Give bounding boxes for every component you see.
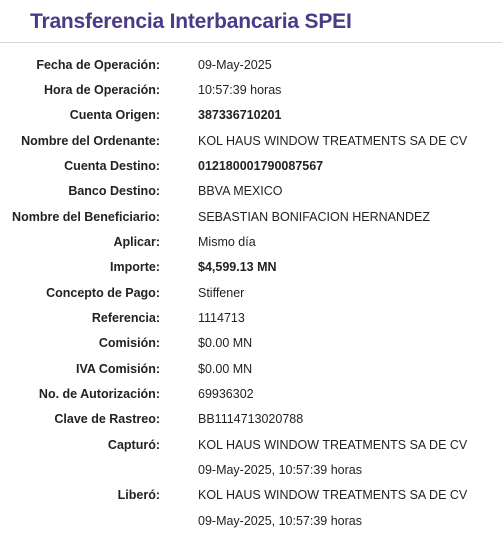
iva-comision-value: $0.00 MN bbox=[198, 362, 253, 376]
referencia-label: Referencia: bbox=[91, 311, 160, 325]
row-hora-operacion bbox=[0, 80, 502, 100]
clave-rastreo-label: Clave de Rastreo: bbox=[54, 412, 160, 426]
referencia-value: 1114713 bbox=[198, 311, 245, 325]
libero-name: KOL HAUS WINDOW TREATMENTS SA DE CV bbox=[198, 488, 468, 502]
cuenta-origen-label: Cuenta Origen: bbox=[69, 108, 160, 122]
row-referencia bbox=[0, 308, 502, 328]
no-autorizacion-label: No. de Autorización: bbox=[38, 387, 160, 401]
fecha-operacion-label: Fecha de Operación: bbox=[36, 58, 160, 72]
row-fecha-operacion bbox=[0, 55, 502, 75]
nombre-beneficiario-value: SEBASTIAN BONIFACION HERNANDEZ bbox=[198, 210, 430, 224]
aplicar-value: Mismo día bbox=[198, 235, 256, 249]
capturo-name: KOL HAUS WINDOW TREATMENTS SA DE CV bbox=[198, 438, 468, 452]
cuenta-destino-value: 012180001790087567 bbox=[198, 159, 324, 173]
row-nombre-ordenante bbox=[0, 131, 502, 151]
cuenta-origen-value: 387336710201 bbox=[198, 108, 282, 122]
nombre-beneficiario-label: Nombre del Beneficiario: bbox=[12, 210, 160, 224]
row-iva-comision bbox=[0, 359, 502, 379]
comision-label: Comisión: bbox=[98, 336, 160, 350]
hora-operacion-value: 10:57:39 horas bbox=[198, 83, 282, 97]
row-no-autorizacion bbox=[0, 384, 502, 404]
row-capturo bbox=[0, 435, 502, 455]
comision-value: $0.00 MN bbox=[198, 336, 253, 350]
row-cuenta-destino bbox=[0, 156, 502, 176]
row-nombre-beneficiario bbox=[0, 207, 502, 227]
row-libero bbox=[0, 485, 502, 505]
row-clave-rastreo bbox=[0, 409, 502, 429]
row-concepto-pago bbox=[0, 283, 502, 303]
libero-label: Liberó: bbox=[117, 488, 160, 502]
banco-destino-label: Banco Destino: bbox=[68, 184, 160, 198]
concepto-pago-label: Concepto de Pago: bbox=[46, 286, 160, 300]
row-aplicar bbox=[0, 232, 502, 252]
hora-operacion-label: Hora de Operación: bbox=[44, 83, 160, 97]
aplicar-label: Aplicar: bbox=[113, 235, 160, 249]
importe-value: $4,599.13 MN bbox=[198, 260, 277, 274]
iva-comision-label: IVA Comisión: bbox=[75, 362, 160, 376]
page-title: Transferencia Interbancaria SPEI bbox=[30, 10, 352, 33]
row-banco-destino bbox=[0, 181, 502, 201]
row-capturo-datetime bbox=[0, 460, 502, 480]
concepto-pago-value: Stiffener bbox=[198, 286, 245, 300]
banco-destino-value: BBVA MEXICO bbox=[198, 184, 283, 198]
row-importe bbox=[0, 257, 502, 277]
title-divider bbox=[0, 42, 502, 43]
nombre-ordenante-label: Nombre del Ordenante: bbox=[21, 134, 160, 148]
libero-datetime: 09-May-2025, 10:57:39 horas bbox=[198, 514, 362, 528]
row-cuenta-origen bbox=[0, 105, 502, 125]
row-libero-datetime bbox=[0, 511, 502, 531]
nombre-ordenante-value: KOL HAUS WINDOW TREATMENTS SA DE CV bbox=[198, 134, 468, 148]
no-autorizacion-value: 69936302 bbox=[198, 387, 254, 401]
capturo-datetime: 09-May-2025, 10:57:39 horas bbox=[198, 463, 362, 477]
row-comision bbox=[0, 333, 502, 353]
capturo-label: Capturó: bbox=[107, 438, 160, 452]
fecha-operacion-value: 09-May-2025 bbox=[198, 58, 272, 72]
cuenta-destino-label: Cuenta Destino: bbox=[64, 159, 160, 173]
clave-rastreo-value: BB1114713020788 bbox=[198, 412, 304, 426]
importe-label: Importe: bbox=[110, 260, 160, 274]
